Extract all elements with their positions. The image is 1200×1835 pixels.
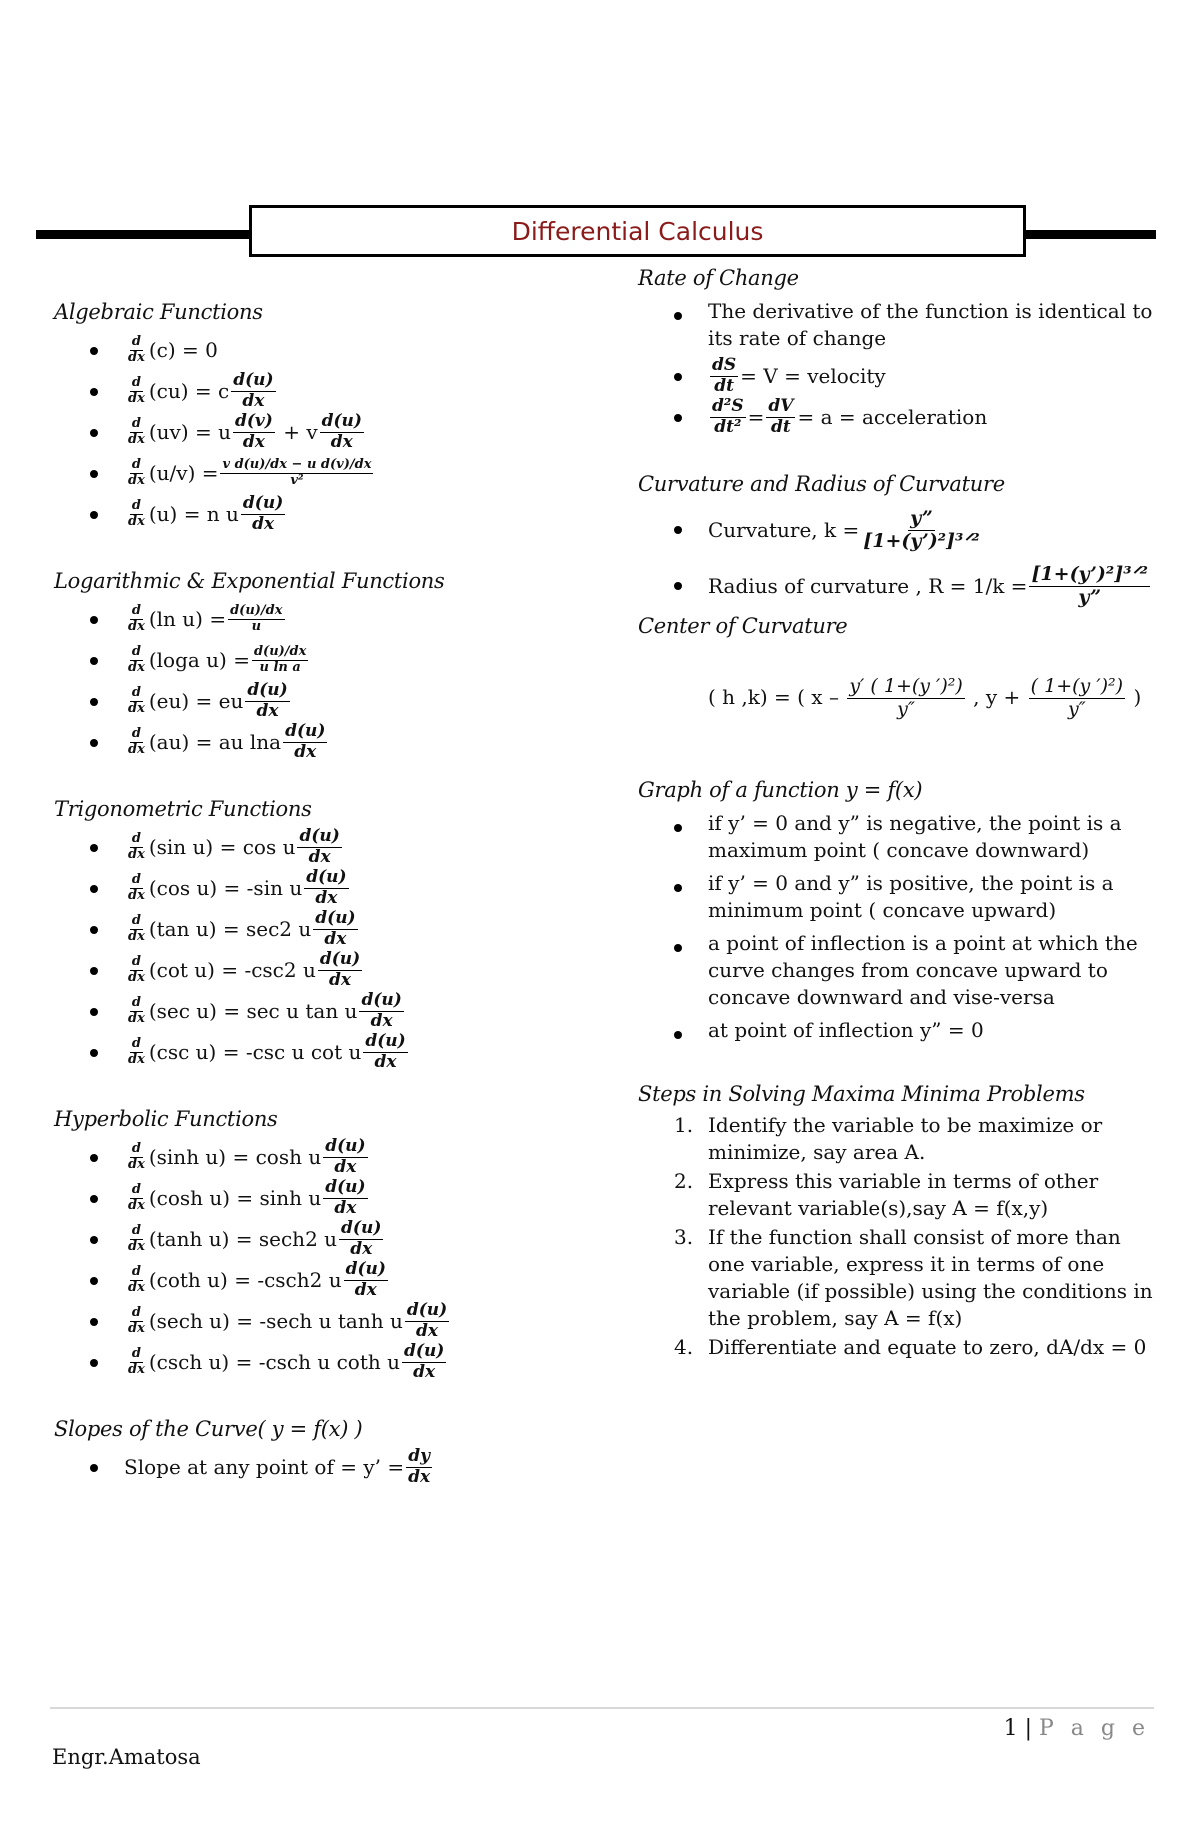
ddx-operator: $\frac{d}{dx}$ xyxy=(128,416,145,447)
du-dx-fraction: $\frac{d(u)}{dx}$ xyxy=(306,867,347,908)
ddx-operator: $\frac{d}{dx}$ xyxy=(128,498,145,529)
log-section xyxy=(54,569,594,763)
graph-title: Graph of a function y = f(x) xyxy=(638,778,923,802)
step-item: 4. Differentiate and equate to zero, dA/dx = 0 xyxy=(674,1335,1147,1359)
hyperbolic-title: Hyperbolic Functions xyxy=(54,1107,278,1131)
du-dx-fraction: $\frac{d(u)}{dx}$ xyxy=(233,370,274,411)
author-name: Engr.Amatosa xyxy=(52,1745,201,1769)
step-item: 1. Identify the variable to be maximize or minimize, say area A. xyxy=(674,1113,1103,1164)
graph-section xyxy=(638,778,1158,1048)
title-rule-left xyxy=(36,230,252,239)
ddx-operator: $\frac{d}{dx}$ xyxy=(128,1264,145,1295)
ddx-operator: $\frac{d}{dx}$ xyxy=(128,603,145,634)
d2s-dt2-fraction: $\frac{\text{d²S}}{\text{dt²}}$ xyxy=(712,396,744,437)
formula-item: $\frac{d}{dx}$ (csch u) = -csch u coth u $\frac{d(u)}{dx}$ xyxy=(54,1342,594,1383)
ddx-operator: $\frac{d}{dx}$ xyxy=(128,685,145,716)
footer-rule xyxy=(50,1707,1154,1709)
list-item: if y’ = 0 and y” is positive, the point is a minimum point ( concave upward) xyxy=(638,868,1158,928)
du-dx-fraction: $\frac{d(u)}{dx}$ xyxy=(285,721,326,762)
du-dx-fraction: $\frac{d(u)}{dx}$ xyxy=(404,1341,445,1382)
formula-item: $\frac{d}{dx}$ (cosh u) = sinh u $\frac{d(u)}{dx}$ xyxy=(54,1178,594,1219)
rate-title: Rate of Change xyxy=(638,266,799,290)
title-box xyxy=(249,205,1026,257)
du-dx-fraction: $\frac{d(u)}{dx}$ xyxy=(321,411,362,452)
du-dx-fraction: $\frac{d(u)}{dx}$ xyxy=(325,1177,366,1218)
du-dx-fraction: $\frac{d(u)}{dx}$ xyxy=(247,680,288,721)
du-dx-fraction: $\frac{d(u)}{dx}$ xyxy=(242,493,284,534)
ddx-operator: $\frac{d}{dx}$ xyxy=(128,644,145,675)
formula-item: $\frac{d}{dx}$ (sinh u) = cosh u $\frac{d(u)}{dx}$ xyxy=(54,1137,594,1178)
formula-item: $\frac{d}{dx}$ (cos u) = -sin u $\frac{d(u)}{dx}$ xyxy=(54,868,594,909)
list-item: a point of inflection is a point at which the curve changes from concave upward to concave downward and vise-versa xyxy=(638,928,1158,1015)
list-item: at point of inflection y” = 0 xyxy=(638,1015,1158,1048)
radius-fraction: $\frac{\text{[1+(y’)²]³ᐟ²}}{y”}$ xyxy=(1031,562,1148,608)
center-section xyxy=(638,614,1158,756)
algebraic-title: Algebraic Functions xyxy=(54,300,263,324)
formula-item: $\frac{d}{dx}$ (tan u) = sec2 u $\frac{d(u)}{dx}$ xyxy=(54,909,594,950)
formula-item: $\frac{d}{dx}$ (tanh u) = sech2 u $\frac{d(u)}{dx}$ xyxy=(54,1219,594,1260)
formula-item: $\frac{d}{dx}$ (cu) = c $\frac{d(u)}{dx}$ xyxy=(54,371,594,412)
formula-item: $\frac{d}{dx}$ (sech u) = -sech u tanh u $\frac{d(u)}{dx}$ xyxy=(54,1301,594,1342)
right-column xyxy=(638,266,1158,1363)
ddx-operator: $\frac{d}{dx}$ xyxy=(128,1141,145,1172)
title-rule-right xyxy=(1026,230,1156,239)
ddx-operator: $\frac{d}{dx}$ xyxy=(128,995,145,1026)
log-title: Logarithmic & Exponential Functions xyxy=(54,569,445,593)
ddx-operator: $\frac{d}{dx}$ xyxy=(128,872,145,903)
formula-item: $\frac{d}{dx}$ (coth u) = -csch2 u $\frac{d(u)}{dx}$ xyxy=(54,1260,594,1301)
formula-item: $\frac{dS}{dt}$ = V = velocity xyxy=(638,356,1158,397)
page-number: 1 | P a g e xyxy=(1003,1716,1150,1741)
list-item: if y’ = 0 and y” is negative, the point is a maximum point ( concave downward) xyxy=(638,808,1158,868)
curvature-title: Curvature and Radius of Curvature xyxy=(638,472,1005,496)
du-dx-fraction: $\frac{d(u)}{dx}$ xyxy=(299,826,340,867)
step-item: 2. Express this variable in terms of other relevant variable(s),say A = f(x,y) xyxy=(674,1169,1099,1220)
du-dx-fraction: $\frac{d(u)}{dx}$ xyxy=(315,908,356,949)
center-h-fraction: $\frac{\text{y′ ( 1+(y ′)²)}}{y''}$ xyxy=(849,675,963,720)
list-item: The derivative of the function is identical to its rate of change xyxy=(638,296,1158,356)
dv-dt-fraction: $\frac{dV}{dt}$ xyxy=(768,396,794,437)
ddx-operator: $\frac{d}{dx}$ xyxy=(128,1346,145,1377)
ddx-operator: $\frac{d}{dx}$ xyxy=(128,1182,145,1213)
hyperbolic-section xyxy=(54,1107,594,1383)
curvature-fraction: $\frac{y”}{\text{[1+(y’)²]³ᐟ²}}$ xyxy=(863,506,980,552)
dv-dx-fraction: $\frac{d(v)}{dx}$ xyxy=(234,411,273,452)
steps-title: Steps in Solving Maxima Minima Problems xyxy=(638,1082,1085,1106)
step-item: 3. If the function shall consist of more than one variable, express it in terms of one variable (if possible) using the conditions in the problem, say A = f(x) xyxy=(674,1225,1153,1330)
formula-item: $\frac{d}{dx}$ (loga u) = $\frac{d(u)/dx}{\text{u ln a}}$ xyxy=(54,640,594,681)
formula-item: $\frac{d}{dx}$ (ln u) = $\frac{d(u)/dx}{u}$ xyxy=(54,599,594,640)
slopes-title: Slopes of the Curve( y = f(x) ) xyxy=(54,1417,363,1441)
curvature-section xyxy=(638,472,1158,614)
ddx-operator: $\frac{d}{dx}$ xyxy=(128,954,145,985)
ddx-operator: $\frac{d}{dx}$ xyxy=(128,831,145,862)
ddx-operator: $\frac{d}{dx}$ xyxy=(128,913,145,944)
formula-item: Slope at any point of = y’ = $\frac{dy}{dx}$ xyxy=(54,1447,594,1488)
ddx-operator: $\frac{d}{dx}$ xyxy=(128,375,145,406)
ddx-operator: $\frac{d}{dx}$ xyxy=(128,726,145,757)
steps-section xyxy=(638,1082,1158,1363)
formula-item: $\frac{d}{dx}$ (u) = n u $\frac{d(u)}{dx}$ xyxy=(54,494,594,535)
rate-section xyxy=(638,266,1158,438)
formula-item: $\frac{d}{dx}$ (csc u) = -csc u cot u $\frac{d(u)}{dx}$ xyxy=(54,1032,594,1073)
du-dx-fraction: $\frac{d(u)}{dx}$ xyxy=(341,1218,382,1259)
du-dx-fraction: $\frac{d(u)}{dx}$ xyxy=(319,949,361,990)
formula-item: $\frac{d}{dx}$ (au) = au lna $\frac{d(u)}{dx}$ xyxy=(54,722,594,763)
ddx-operator: $\frac{d}{dx}$ xyxy=(128,334,145,365)
du-dx-fraction: $\frac{d(u)}{dx}$ xyxy=(365,1031,406,1072)
formula-item: Curvature, k = $\frac{y”}{\text{[1+(y’)²]³ᐟ²}}$ xyxy=(638,502,1158,558)
algebraic-section xyxy=(54,300,594,535)
center-formula: ( h ,k) = ( x – $\frac{\text{y′ ( 1+(y ′)²)}}{y''}$ , y + $\frac{\text{( 1+(y ′)²)}}{y''}$ ) xyxy=(708,675,1142,720)
formula-item: $\frac{d}{dx}$ (eu) = eu $\frac{d(u)}{dx}$ xyxy=(54,681,594,722)
ddx-operator: $\frac{d}{dx}$ xyxy=(128,1305,145,1336)
du-dx-fraction: $\frac{d(u)}{dx}$ xyxy=(361,990,402,1031)
du-dx-fraction: $\frac{d(u)}{dx}$ xyxy=(406,1300,448,1341)
quotient-rule-fraction: $\frac{\text{v d(u)/dx − u d(v)/dx}}{\text{v²}}$ xyxy=(222,457,372,488)
formula-item: $\frac{d}{dx}$ (cot u) = -csc2 u $\frac{d(u)}{dx}$ xyxy=(54,950,594,991)
page-title: Differential Calculus xyxy=(511,216,764,246)
formula-item: $\frac{\text{d²S}}{\text{dt²}}$ = $\frac{dV}{dt}$ = a = acceleration xyxy=(638,397,1158,438)
du-dx-fraction: $\frac{d(u)}{dx}$ xyxy=(325,1136,366,1177)
ddx-operator: $\frac{d}{dx}$ xyxy=(128,457,145,488)
formula-item: $\frac{d}{dx}$ (uv) = u $\frac{d(v)}{dx}$ + v $\frac{d(u)}{dx}$ xyxy=(54,412,594,453)
log-derivative-fraction: $\frac{d(u)/dx}{u}$ xyxy=(230,603,283,634)
ddx-operator: $\frac{d}{dx}$ xyxy=(128,1223,145,1254)
ds-dt-fraction: $\frac{dS}{dt}$ xyxy=(712,355,737,396)
slopes-section xyxy=(54,1417,594,1488)
left-column xyxy=(54,300,594,1488)
formula-item: $\frac{d}{dx}$ (sin u) = cos u $\frac{d(u)}{dx}$ xyxy=(54,827,594,868)
trig-title: Trigonometric Functions xyxy=(54,797,312,821)
formula-item: $\frac{d}{dx}$ (c) = 0 xyxy=(54,330,594,371)
ddx-operator: $\frac{d}{dx}$ xyxy=(128,1036,145,1067)
trig-section xyxy=(54,797,594,1073)
formula-item: $\frac{d}{dx}$ (sec u) = sec u tan u $\frac{d(u)}{dx}$ xyxy=(54,991,594,1032)
dy-dx-fraction: $\frac{dy}{dx}$ xyxy=(408,1446,431,1487)
center-title: Center of Curvature xyxy=(638,614,848,638)
loga-derivative-fraction: $\frac{d(u)/dx}{\text{u ln a}}$ xyxy=(253,644,307,675)
formula-item: Radius of curvature , R = 1/k = $\frac{\text{[1+(y’)²]³ᐟ²}}{y”}$ xyxy=(638,558,1158,614)
center-k-fraction: $\frac{\text{( 1+(y ′)²)}}{y''}$ xyxy=(1030,675,1124,720)
formula-item: $\frac{d}{dx}$ (u/v) = $\frac{\text{v d(u)/dx − u d(v)/dx}}{\text{v²}}$ xyxy=(54,453,594,494)
du-dx-fraction: $\frac{d(u)}{dx}$ xyxy=(345,1259,386,1300)
